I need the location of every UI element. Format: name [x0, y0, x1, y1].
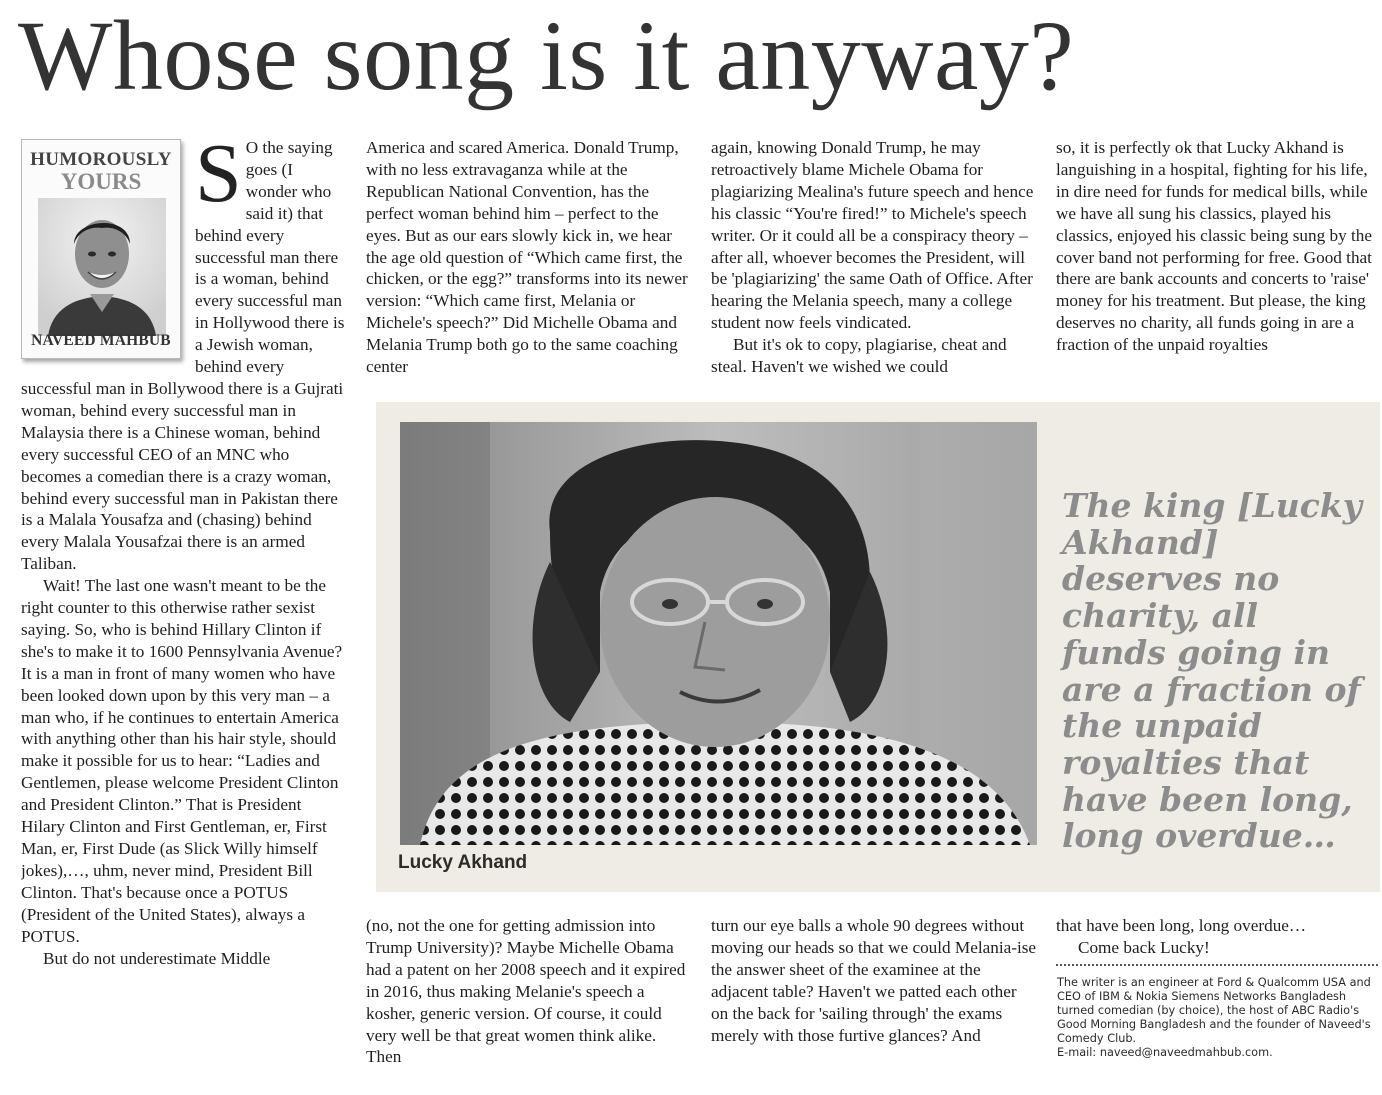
author-bio: [1057, 976, 1377, 1059]
paragraph: again, knowing Donald Trump, he may retroactively blame Michele Obama for plagiarizing Mealina's future speech and hence his classic “You're fired!” to Michele's speech writer. Or it could all be a conspiracy theory – after all, whoever becomes the President, will be 'plagiarizing' the same Oath of Office. After hearing the Melania speech, many a college student now feels vindicated.: [711, 138, 1034, 333]
photo-panel: [376, 402, 1380, 892]
paragraph: that have been long, long overdue…: [1056, 916, 1307, 935]
headline: Whose song is it anyway?: [18, 0, 1075, 111]
column-3-bottom: [711, 915, 1037, 1067]
paragraph: Wait! The last one wasn't meant to be the right counter to this otherwise rather sexist saying. So, who is behind Hillary Clinton if she's to make it to 1600 Pennsylvania Avenue? It is a man in front of many women who have been looked down upon by this very man – a man who, if he continues to entertain America with anything other than his hair style, should make it possible for us to hear: “Ladies and Gentlemen, please welcome President Clinton and President Clinton.” That is President Hilary Clinton and First Gentleman, er, First Man, er, First Dude (as Slick Willy himself jokes),…, uhm, never mind, President Bill Clinton. That's because once a POTUS (President of the United States), always a POTUS.: [21, 576, 343, 946]
byline-column-subtitle: YOURS: [60, 169, 142, 194]
closing-line: Come back Lucky!: [1078, 937, 1210, 957]
photo-caption: Lucky Akhand: [398, 852, 528, 873]
bio-email: E-mail: naveed@naveedmahbub.com.: [1057, 1045, 1273, 1059]
bio-text: The writer is an engineer at Ford & Qualcomm USA and CEO of IBM & Nokia Siemens Networks Bangladesh turned comedian (by choice), the host of ABC Radio's Good Morning Bangladesh and the founder of Naveed's Comedy Club.: [1057, 976, 1371, 1045]
paragraph: turn our eye balls a whole 90 degrees without moving our heads so that we could Melania-ise the answer sheet of the examinee at the adjacent table? Haven't we patted each other on the back for 'sailing through' the exams merely with those furtive glances? And: [711, 916, 1037, 1045]
author-name: NAVEED MAHBUB: [31, 332, 171, 350]
byline-column-title: HUMOROUSLY: [30, 149, 172, 170]
column-3-top: [711, 137, 1037, 389]
column-2-top: [366, 137, 692, 389]
paragraph: America and scared America. Donald Trump, with no less extravaganza while at the Republican National Convention, has the perfect woman behind him – perfect to the eyes. But as our ears slowly kick in, we hear the age old question of “Which came first, the chicken, or the egg?” transforms into its newer version: “Which came first, Melania or Michele's speech?” Did Michelle Obama and Melania Trump both go to the same coaching center: [366, 138, 688, 377]
column-1: [21, 137, 347, 1067]
bio-divider: [1056, 964, 1378, 966]
column-2-bottom: [366, 915, 692, 1067]
paragraph: O the saying goes (I wonder who said it) that behind every successful man there is a woman, behind every successful man in Hollywood there is a Jewish woman, behind every successful man in Bollywood there is a Gujrati woman, behind every successful man in Malaysia there is a Chinese woman, behind every successful CEO of an MNC who becomes a comedian there is a crazy woman, behind every successful man in Pakistan there is a Malala Yousafza and (chasing) behind every Malala Yousafzai there is an armed Taliban.: [21, 138, 345, 574]
pull-quote: The king [Lucky Akhand] deserves no charity, all funds going in are a fraction of the unpaid royalties that have been long, long overdue…: [1062, 486, 1362, 856]
drop-cap: S: [195, 137, 242, 220]
column-4-top: [1056, 137, 1374, 369]
column-4-bottom: [1056, 915, 1374, 963]
author-photo: [38, 198, 166, 336]
paragraph: But do not underestimate Middle: [43, 948, 271, 968]
byline-box: [21, 139, 181, 359]
paragraph: so, it is perfectly ok that Lucky Akhand is languishing in a hospital, fighting for his life, in dire need for funds for medical bills, while we have all sung his classics, played his classics, enjoyed his classic being sung by the cover band not performing for free. Good that there are bank accounts and concerts to 'raise' money for his treatment. But please, the king deserves no charity, all funds going in are a fraction of the unpaid royalties: [1056, 138, 1372, 355]
paragraph: But it's ok to copy, plagiarise, cheat and steal. Haven't we wished we could: [711, 335, 1007, 377]
paragraph: (no, not the one for getting admission into Trump University)? Maybe Michelle Obama had a patent on her 2008 speech and it expired in 2016, thus making Melanie's speech a kosher, generic version. Of course, it could very well be that great women think alike. Then: [366, 916, 686, 1067]
lucky-akhand-photo: [400, 422, 1037, 845]
